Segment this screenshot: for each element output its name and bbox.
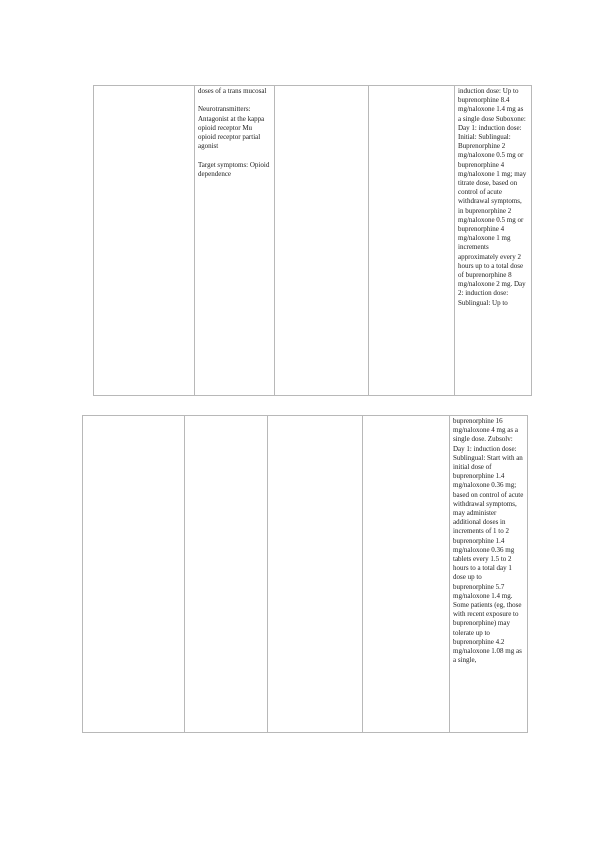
neurotransmitters-text: Neurotransmitters: Antagonist at the kappa opioid receptor Mu opioid receptor partial agonist bbox=[198, 105, 265, 151]
table-cell-col3 bbox=[268, 416, 363, 733]
route-text: doses of a trans mucosal bbox=[198, 87, 267, 95]
table-cell-dosing bbox=[455, 86, 532, 396]
table-cell-col4 bbox=[369, 86, 455, 396]
medication-table-top bbox=[93, 85, 532, 396]
dosing-text: induction dose: Up to buprenorphine 8.4 mg/naloxone 1.4 mg as a single dose Suboxone: Day 1: induction dose: Initial: Sublingual: Buprenorphine 2 mg/naloxone 0.5 mg or buprenorphine 4 mg/naloxone 1 mg; may titrate dose, based on control of acute withdrawal symptoms, in buprenorphine 2 mg/naloxone 0.5 mg or buprenorphine 4 mg/naloxone 1 mg increments approximately every 2 hours up to a total dose of buprenorphine 8 mg/naloxone 2 mg. Day 2: induction dose: Sublingual: Up to bbox=[458, 87, 527, 307]
table-cell-col2 bbox=[195, 86, 275, 396]
medication-table-bottom bbox=[82, 415, 528, 733]
table-row bbox=[83, 416, 528, 733]
table-cell-col1 bbox=[83, 416, 185, 733]
table-row bbox=[94, 86, 532, 396]
table-cell-col4 bbox=[363, 416, 450, 733]
table-cell-col2 bbox=[185, 416, 268, 733]
dosing-text: buprenorphine 16 mg/naloxone 4 mg as a single dose. Zubsolv: Day 1: induction dose: Sublingual: Start with an initial dose of buprenorphine 1.4 mg/naloxone 0.36 mg; based on control of acute withdrawal symptoms, may administer additional doses in increments of 1 to 2 buprenorphine 1.4 mg/naloxone 0.36 mg tablets every 1.5 to 2 hours to a total day 1 dose up to buprenorphine 5.7 mg/naloxone 1.4 mg. Some patients (eg, those with recent exposure to buprenorphine) may tolerate up to buprenorphine 4.2 mg/naloxone 1.08 mg as a single, bbox=[453, 417, 524, 665]
table-cell-dosing bbox=[450, 416, 528, 733]
table-cell-col3 bbox=[275, 86, 369, 396]
table-cell-col1 bbox=[94, 86, 195, 396]
target-symptoms-text: Target symptoms: Opioid dependence bbox=[198, 160, 270, 178]
